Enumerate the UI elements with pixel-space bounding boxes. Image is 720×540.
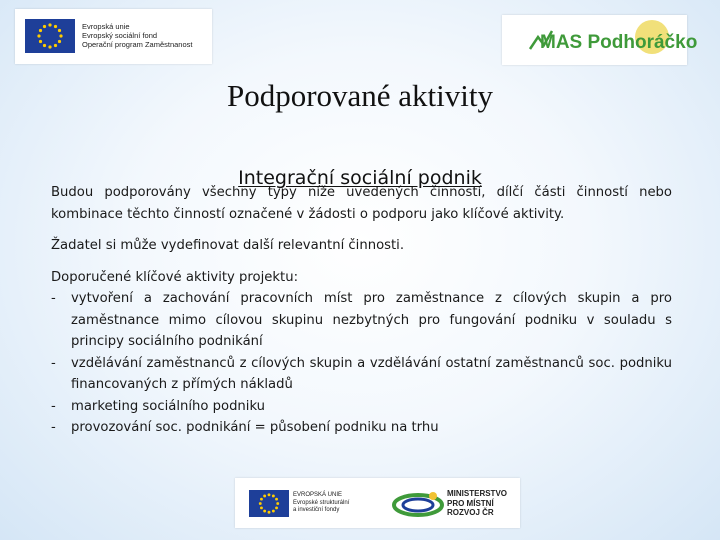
footer-logos [235, 478, 520, 528]
paragraph-other-activities: Žadatel si může vydefinovat další relevantní činnosti. [51, 238, 405, 253]
eu-flag-icon [249, 490, 289, 517]
mas-logo [502, 15, 698, 65]
eu-logo-line: Operační program Zaměstnanost [82, 40, 193, 49]
ministry-line: PRO MÍSTNÍ [447, 498, 494, 508]
footer-eu-line: EVROPSKÁ UNIE [293, 492, 343, 498]
eu-logo-line: Evropská unie [82, 22, 130, 31]
eu-logo-text [82, 22, 192, 49]
eu-logo-top [15, 9, 212, 64]
list-item: - vzdělávání zaměstnanců z cílových skupin a vzdělávání ostatní zaměstnanců soc. podniku financovaných z přímých nákladů [51, 353, 672, 396]
paragraph-intro: Budou podporovány všechny typy níže uvedených činností, dílčí části činností nebo kombinace těchto činností označené v žádosti o podporu jako klíčové aktivity. [51, 185, 672, 222]
ministry-line: ROZVOJ ČR [447, 508, 494, 517]
footer-eu-logo-text [293, 492, 349, 515]
mas-logo-text: MAS Podhoráčko [540, 32, 698, 53]
ministry-logo-text [447, 489, 507, 518]
list-item: - marketing sociálního podniku [51, 396, 672, 418]
activities-heading: Doporučené klíčové aktivity projektu: [51, 270, 299, 285]
eu-logo-line: Evropský sociální fond [82, 31, 158, 40]
ministry-emblem-icon [390, 486, 450, 522]
page-title: Podporované aktivity [226, 78, 494, 113]
page-subtitle: Integrační sociální podnik [238, 167, 482, 189]
list-item: - provozování soc. podnikání = působení podniku na trhu [51, 417, 672, 439]
list-item: - vytvoření a zachování pracovních míst pro zaměstnance z cílových skupin a pro zaměstnance mimo cílovou skupinu nezbytných pro fungování podniku v souladu s principy sociálního podnikání [51, 288, 672, 353]
ministry-line: MINISTERSTVO [447, 489, 508, 498]
footer-eu-line: a investiční fondy [293, 507, 340, 513]
footer-eu-line: Evropské strukturální [293, 499, 350, 506]
eu-flag-icon [25, 19, 75, 53]
activities-list [51, 288, 672, 439]
